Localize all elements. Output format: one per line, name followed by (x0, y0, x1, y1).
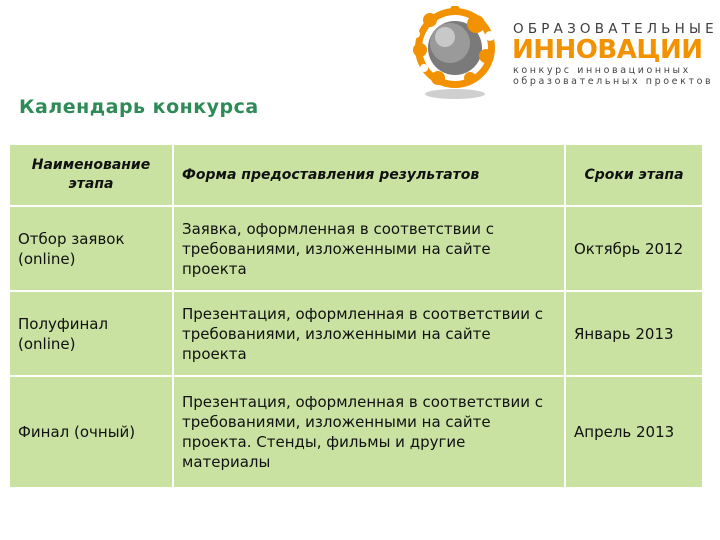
cell-form: Презентация, оформленная в соответствии с требованиями, изложенными на сайте проекта (173, 291, 565, 376)
cell-deadline: Октябрь 2012 (565, 206, 703, 291)
logo-text-line4: образовательных проектов (513, 76, 714, 87)
logo (410, 6, 718, 102)
page-title: Календарь конкурса (19, 96, 259, 118)
header-stage-deadline: Сроки этапа (565, 144, 703, 206)
cell-stage: Отбор заявок (online) (9, 206, 173, 291)
cell-form: Презентация, оформленная в соответствии с требованиями, изложенными на сайте проекта. Стенды, фильмы и другие материалы (173, 376, 565, 488)
contest-calendar-table (8, 143, 704, 489)
table-row (9, 376, 703, 488)
cell-deadline: Апрель 2013 (565, 376, 703, 488)
cell-stage: Полуфинал (online) (9, 291, 173, 376)
logo-text-line3: конкурс инновационных (513, 65, 691, 76)
table-header-row (9, 144, 703, 206)
logo-text-line1: ОБРАЗОВАТЕЛЬНЫЕ (513, 21, 718, 37)
cell-form: Заявка, оформленная в соответствии с требованиями, изложенными на сайте проекта (173, 206, 565, 291)
logo-text-line2: ИННОВАЦИИ (512, 35, 703, 65)
cell-deadline: Январь 2013 (565, 291, 703, 376)
header-stage-name: Наименование этапа (9, 144, 173, 206)
soccer-ball-logo-icon (410, 6, 502, 102)
table-row (9, 291, 703, 376)
header-result-form: Форма предоставления результатов (173, 144, 565, 206)
cell-stage: Финал (очный) (9, 376, 173, 488)
table-row (9, 206, 703, 291)
